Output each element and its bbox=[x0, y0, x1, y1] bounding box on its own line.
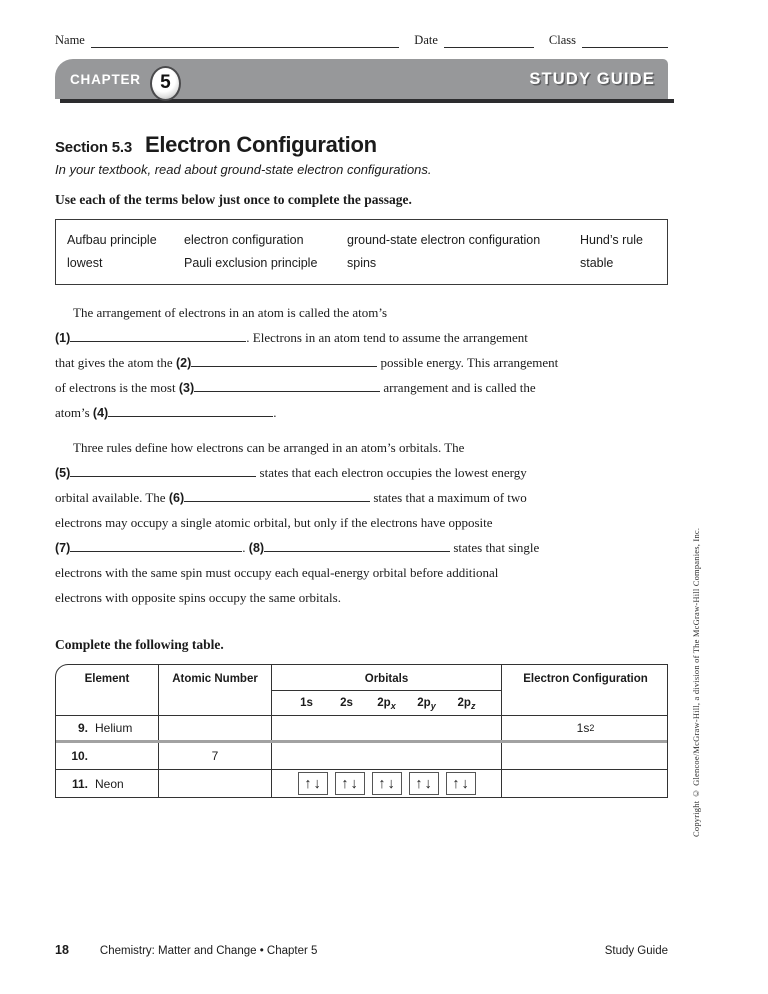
term-word-bank bbox=[55, 219, 668, 285]
answer-blank-line bbox=[264, 539, 450, 552]
answer-blank-line bbox=[70, 329, 246, 342]
passage-line bbox=[55, 460, 668, 485]
passage-line bbox=[55, 535, 668, 560]
orbital-subheader: 2s bbox=[340, 697, 353, 709]
passage-text: . bbox=[273, 405, 277, 420]
chapter-label: CHAPTER bbox=[70, 71, 141, 87]
section-intro: In your textbook, read about ground-state electron configurations. bbox=[55, 162, 432, 177]
passage-line bbox=[55, 350, 668, 375]
table-instruction: Complete the following table. bbox=[55, 637, 224, 652]
passage-text: orbital available. The bbox=[55, 490, 169, 505]
passage-line bbox=[55, 435, 668, 460]
passage-text: states that single bbox=[450, 540, 540, 555]
passage-text: The arrangement of electrons in an atom is called the atom’s bbox=[73, 305, 388, 320]
passage-text: that gives the atom the bbox=[55, 355, 176, 370]
orbital-subheader: $2p_y$ bbox=[417, 697, 436, 711]
class-label: Class bbox=[548, 33, 576, 47]
cell-element bbox=[56, 770, 159, 797]
passage-text: arrangement and is called the bbox=[380, 380, 536, 395]
worksheet-page bbox=[55, 30, 668, 798]
table-row bbox=[56, 716, 667, 743]
blank-number: (1) bbox=[55, 331, 71, 345]
orbital-box-arrows: ↑↓ bbox=[409, 772, 439, 795]
passage-text: electrons with opposite spins occupy the same orbitals. bbox=[55, 590, 341, 605]
element-name: Neon bbox=[95, 776, 124, 791]
fill-in-passage bbox=[55, 300, 668, 610]
passage-text: . bbox=[242, 540, 249, 555]
cell-atomic-number bbox=[159, 770, 272, 797]
term-item: Pauli exclusion principle bbox=[184, 256, 318, 270]
row-number: 10. bbox=[71, 749, 88, 763]
orbitals-table bbox=[55, 664, 668, 798]
date-label: Date bbox=[414, 33, 438, 47]
class-write-line bbox=[582, 34, 668, 48]
row-number: 11. bbox=[71, 776, 88, 791]
passage-text: electrons with the same spin must occupy each equal-energy orbital before additional bbox=[55, 565, 499, 580]
blank-number: (3) bbox=[178, 381, 195, 395]
passage-text: Three rules define how electrons can be arranged in an atom’s orbitals. The bbox=[73, 440, 465, 455]
cell-element bbox=[56, 716, 159, 740]
term-item: spins bbox=[347, 256, 377, 270]
header-atomic-number: Atomic Number bbox=[159, 665, 272, 715]
table-row bbox=[56, 770, 667, 797]
orbital-box-arrows: ↑↓ bbox=[335, 772, 365, 795]
cell-element bbox=[56, 743, 159, 769]
name-write-line bbox=[91, 34, 399, 48]
term-column bbox=[347, 229, 580, 275]
header-orbitals bbox=[272, 665, 502, 715]
name-label: Name bbox=[55, 33, 85, 47]
blank-number: (6) bbox=[168, 491, 185, 505]
orbital-subheaders bbox=[272, 691, 501, 711]
orbital-subheader: $2p_x$ bbox=[377, 697, 396, 711]
term-item: lowest bbox=[67, 256, 103, 270]
passage-text: of electrons is the most bbox=[55, 380, 179, 395]
answer-blank-line bbox=[191, 354, 377, 367]
orbital-box-arrows: ↑↓ bbox=[298, 772, 328, 795]
copyright-sideways-text: Copyright © Glencoe/McGraw-Hill, a division of The McGraw-Hill Companies, Inc. bbox=[691, 527, 701, 837]
orbital-box-arrows: ↑↓ bbox=[446, 772, 476, 795]
passage-line bbox=[55, 585, 668, 610]
passage-paragraph bbox=[55, 300, 668, 425]
term-item: stable bbox=[580, 256, 614, 270]
header-electron-configuration: Electron Configuration bbox=[523, 673, 648, 685]
section-title: Electron Configuration bbox=[145, 132, 377, 157]
passage-text: possible energy. This arrangement bbox=[377, 355, 559, 370]
chapter-banner bbox=[55, 59, 668, 99]
identification-row bbox=[55, 30, 668, 48]
element-name: Helium bbox=[95, 721, 133, 735]
passage-line bbox=[55, 560, 668, 585]
orbital-box-arrows: ↑↓ bbox=[372, 772, 402, 795]
passage-line bbox=[55, 325, 668, 350]
passage-instruction: Use each of the terms below just once to complete the passage. bbox=[55, 192, 412, 207]
orbital-subheader: 1s bbox=[300, 697, 313, 709]
orbital-arrow-boxes bbox=[298, 772, 476, 795]
cell-orbitals bbox=[272, 716, 502, 740]
passage-text: . Electrons in an atom tend to assume the arrangement bbox=[246, 330, 528, 345]
cell-orbitals bbox=[272, 743, 502, 769]
term-column bbox=[67, 229, 184, 275]
cell-atomic-number: 7 bbox=[159, 743, 272, 769]
answer-blank-line bbox=[108, 404, 273, 417]
header-element: Element bbox=[56, 665, 159, 715]
term-column bbox=[580, 229, 667, 275]
date-write-line bbox=[444, 34, 534, 48]
orbitals-title: Orbitals bbox=[272, 673, 501, 691]
page-footer bbox=[55, 943, 668, 957]
passage-text: states that each electron occupies the lowest energy bbox=[256, 465, 527, 480]
passage-line bbox=[55, 300, 668, 325]
answer-blank-line bbox=[70, 464, 256, 477]
table-row bbox=[56, 743, 667, 770]
passage-paragraph bbox=[55, 435, 668, 610]
footer-study-guide: Study Guide bbox=[604, 945, 668, 957]
section-number: Section 5.3 bbox=[55, 139, 132, 156]
answer-blank-line bbox=[184, 489, 370, 502]
study-guide-label: STUDY GUIDE bbox=[529, 69, 655, 88]
answer-blank-line bbox=[194, 379, 380, 392]
term-item: electron configuration bbox=[184, 233, 304, 247]
answer-blank-line bbox=[70, 539, 242, 552]
passage-line bbox=[55, 510, 668, 535]
passage-text: electrons may occupy a single atomic orbital, but only if the electrons have opposite bbox=[55, 515, 493, 530]
term-column bbox=[184, 229, 347, 275]
term-item: ground-state electron configuration bbox=[347, 233, 541, 247]
row-number: 9. bbox=[77, 721, 88, 735]
page-number: 18 bbox=[55, 943, 69, 957]
table-header-row bbox=[56, 665, 667, 716]
passage-text: atom’s bbox=[55, 405, 93, 420]
cell-atomic-number bbox=[159, 716, 272, 740]
section-heading bbox=[55, 132, 668, 158]
blank-number: (7) bbox=[55, 541, 71, 555]
blank-number: (8) bbox=[248, 541, 265, 555]
passage-line bbox=[55, 375, 668, 400]
cell-electron-configuration bbox=[502, 743, 668, 769]
blank-number: (5) bbox=[55, 466, 71, 480]
cell-electron-configuration bbox=[502, 770, 668, 797]
term-item: Hund’s rule bbox=[580, 233, 644, 247]
orbital-subheader: $2p_z$ bbox=[457, 697, 476, 711]
chapter-number-badge: 5 bbox=[150, 66, 181, 101]
term-item: Aufbau principle bbox=[67, 233, 157, 247]
passage-line bbox=[55, 485, 668, 510]
blank-number: (4) bbox=[92, 406, 109, 420]
footer-book-title: Chemistry: Matter and Change • Chapter 5 bbox=[99, 945, 318, 957]
cell-electron-configuration: 1s 2 bbox=[576, 721, 595, 735]
passage-line bbox=[55, 400, 668, 425]
passage-text: states that a maximum of two bbox=[370, 490, 527, 505]
blank-number: (2) bbox=[175, 356, 192, 370]
cell-orbitals bbox=[272, 770, 502, 797]
